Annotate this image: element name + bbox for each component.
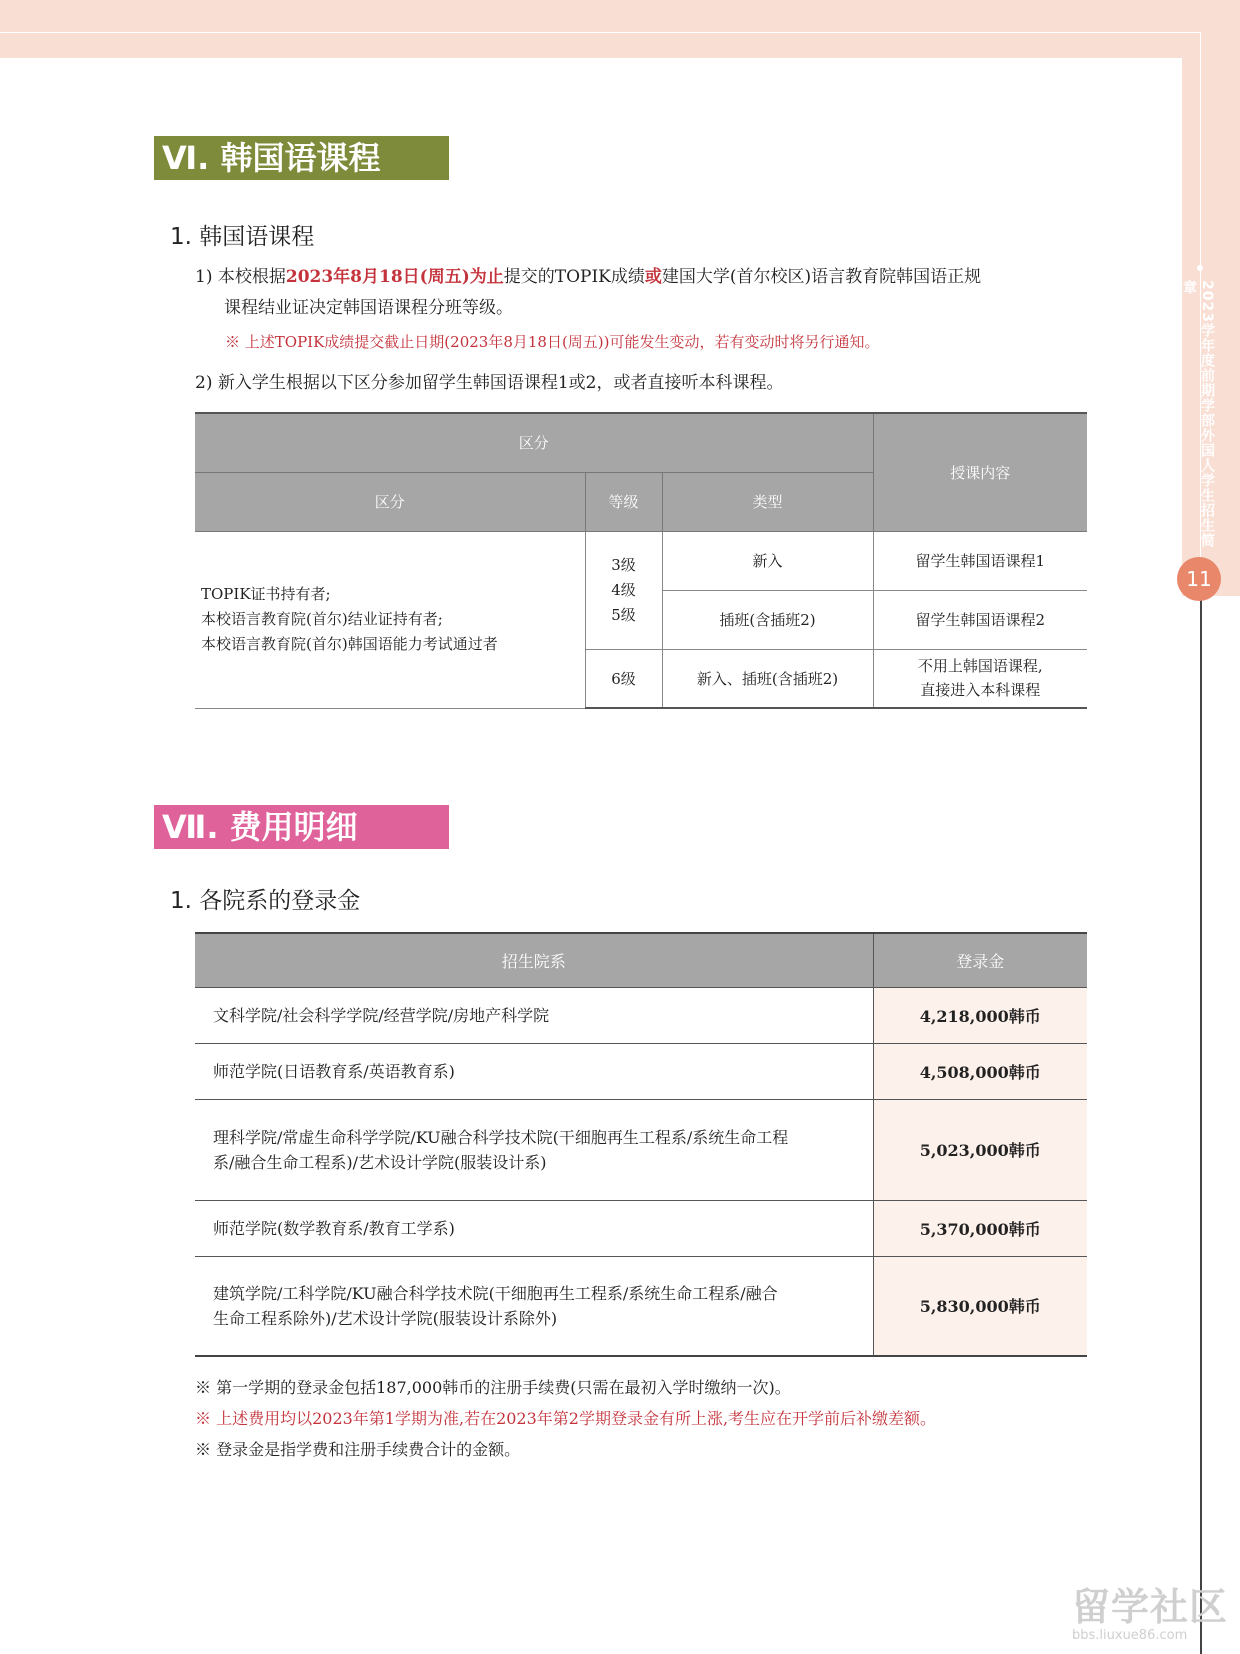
header-fee: 登录金 <box>873 933 1087 987</box>
table-row-fee: 5,830,000韩币 <box>873 1256 1087 1356</box>
table-row-college: 师范学院(日语教育系/英语教育系) <box>195 1043 873 1099</box>
fee-table <box>195 932 1087 1357</box>
category-cell: TOPIK证书持有者; 本校语言教育院(首尔)结业证持有者; 本校语言教育院(首尔)韩国语能力考试通过者 <box>195 531 585 708</box>
fee-note-definition: ※ 登录金是指学费和注册手续费合计的金额。 <box>195 1440 521 1459</box>
item1-line1: 1) 本校根据2023年8月18日(周五)为止提交的TOPIK成绩或建国大学(首尔校区)语言教育院韩国语正规 <box>195 267 982 287</box>
margin-rule <box>1200 596 1202 1654</box>
header-category: 区分 <box>195 472 585 531</box>
level-cell-6: 6级 <box>585 649 662 708</box>
level-cell-345: 3级 4级 5级 <box>585 531 662 649</box>
table-row-fee: 5,023,000韩币 <box>873 1099 1087 1200</box>
or-highlight: 或 <box>644 267 662 287</box>
header-college: 招生院系 <box>195 933 873 987</box>
deadline-note: ※ 上述TOPIK成绩提交截止日期(2023年8月18日(周五))可能发生变动，若有变动时将另行通知。 <box>225 333 880 351</box>
item1-line2: 课程结业证决定韩国语课程分班等级。 <box>224 298 513 318</box>
content-cell-course2: 留学生韩国语课程2 <box>873 590 1087 649</box>
header-content: 授课内容 <box>873 413 1087 531</box>
fee-note-increase: ※ 上述费用均以2023年第1学期为准,若在2023年第2学期登录金有所上涨,考生应在开学前后补缴差额。 <box>195 1409 937 1428</box>
subsection-title-fees: 1. 各院系的登录金 <box>170 888 361 914</box>
type-cell-transfer: 插班(含插班2) <box>662 590 873 649</box>
section-title-fees: Ⅶ. 费用明细 <box>154 805 449 849</box>
table-row-college: 师范学院(数学教育系/教育工学系) <box>195 1200 873 1256</box>
deadline-highlight: 2023年8月18日(周五)为止 <box>285 267 504 287</box>
korean-course-table <box>195 412 1087 709</box>
table-row-fee: 5,370,000韩币 <box>873 1200 1087 1256</box>
type-cell-new: 新入 <box>662 531 873 590</box>
page-number: 11 <box>1177 557 1221 601</box>
header-level: 等级 <box>585 472 662 531</box>
table-row-college: 文科学院/社会科学学院/经营学院/房地产科学院 <box>195 987 873 1043</box>
watermark-logo: 留学社区 bbs.liuxue86.com <box>1072 1585 1229 1643</box>
item2-text: 2) 新入学生根据以下区分参加留学生韩国语课程1或2，或者直接听本科课程。 <box>195 373 784 393</box>
table-row-college: 建筑学院/工科学院/KU融合科学技术院(干细胞再生工程系/系统生命工程系/融合 生命工程系除外)/艺术设计学院(服装设计系除外) <box>195 1256 873 1356</box>
header-group: 区分 <box>195 413 873 472</box>
content-cell-course1: 留学生韩国语课程1 <box>873 531 1087 590</box>
fee-note-registration: ※ 第一学期的登录金包括187,000韩币的注册手续费(只需在最初入学时缴纳一次)。 <box>195 1378 791 1397</box>
content-cell-direct: 不用上韩国语课程, 直接进入本科课程 <box>873 649 1087 708</box>
frame-line <box>0 32 1200 33</box>
table-row-fee: 4,218,000韩币 <box>873 987 1087 1043</box>
table-row-college: 理科学院/常虚生命科学学院/KU融合科学技术院(干细胞再生工程系/系统生命工程 系/融合生命工程系)/艺术设计学院(服装设计系) <box>195 1099 873 1200</box>
top-decorative-band <box>0 0 1240 58</box>
side-running-title: 2023学年度前期学部外国人学生招生简章 <box>1181 280 1215 548</box>
type-cell-both: 新入、插班(含插班2) <box>662 649 873 708</box>
table-row-fee: 4,508,000韩币 <box>873 1043 1087 1099</box>
header-type: 类型 <box>662 472 873 531</box>
side-dot <box>1197 265 1203 271</box>
subsection-title-korean-course: 1. 韩国语课程 <box>170 224 315 250</box>
section-title-korean-course: Ⅵ. 韩国语课程 <box>154 136 449 180</box>
